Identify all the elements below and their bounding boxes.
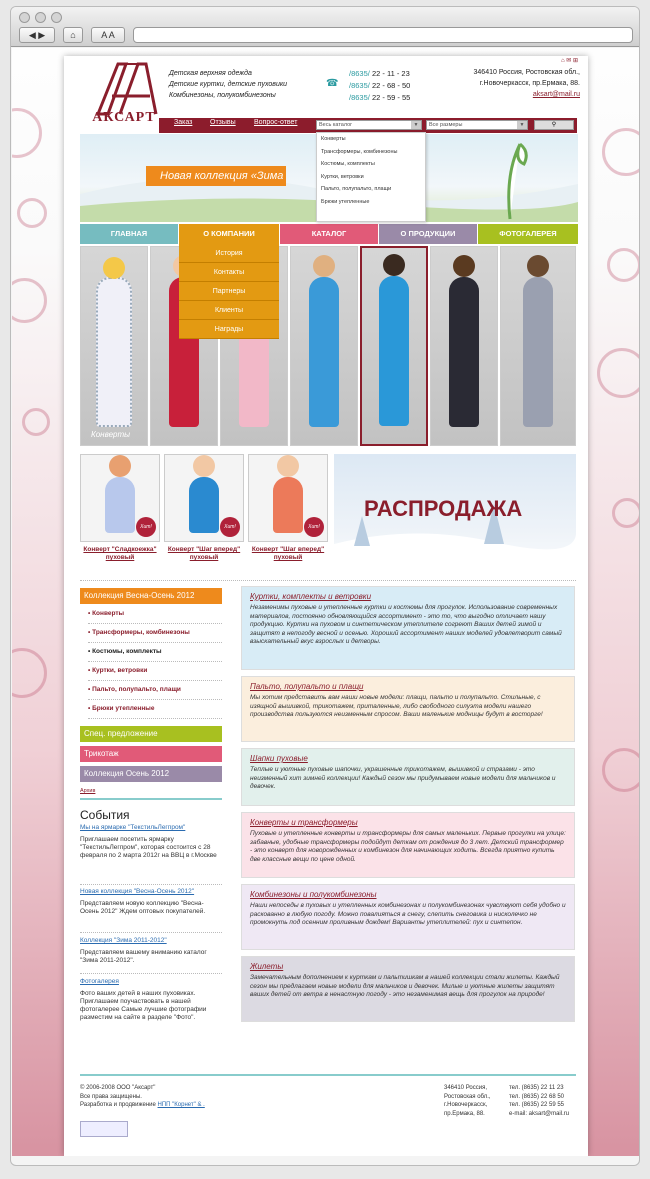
product-thumb[interactable] xyxy=(248,454,328,542)
logo-icon[interactable] xyxy=(90,60,160,116)
category-card xyxy=(241,812,575,878)
divider xyxy=(80,580,576,581)
footer-address: 346410 Россия, Ростовская обл., г.Новочеркасск, пр.Ермака, 88. xyxy=(444,1085,491,1117)
event-text: Представляем новую коллекцию "Весна-Осень 2012" Ждем оптовых покупателей. xyxy=(80,900,206,915)
email-link[interactable]: aksart@mail.ru xyxy=(532,91,580,98)
event-text: Фото ваших детей в наших пуховиках. Приглашаем поучаствовать в нашей фотогалерее Самые лучшие фотографии разместим на сайте в разделе "Фото". xyxy=(80,990,207,1021)
event-text: Приглашаем посетить ярмарку "ТекстильЛегпром", которая состоится с 28 февраля по 2 марта 2012г на ВВЦ в г.Москве xyxy=(80,836,217,859)
footer-left xyxy=(80,1084,250,1110)
search-button[interactable] xyxy=(534,120,574,130)
utility-icons[interactable]: ⌂ ✉ ⊞ xyxy=(560,58,578,64)
tagline: Комбинезоны, полукомбинезоны xyxy=(169,92,276,99)
dropdown-option[interactable]: Трансформеры, комбинезоны xyxy=(321,148,398,155)
address-line: г.Новочеркасск, пр.Ермака, 88. xyxy=(479,80,580,87)
close-window-button[interactable] xyxy=(19,12,30,23)
divider xyxy=(80,884,222,885)
card-text: Замечательным дополнением к курткам и пальтишкам в нашей коллекции стали жилеты. Каждый сезон мы предлагаем новые модели для мальчиков и девочек. Милые и уютные жилеты защитят ваших детей от ветра в ненастную погоду - это незаменимая вещь для прогулок на природе! xyxy=(250,974,560,998)
divider xyxy=(80,798,222,800)
submenu-awards[interactable]: Награды xyxy=(179,320,279,339)
event-link[interactable]: Коллекция "Зима 2011-2012" xyxy=(80,937,167,944)
home-icon[interactable]: ⌂ xyxy=(63,27,83,43)
category-card xyxy=(241,676,575,742)
back-forward-buttons[interactable]: ◀ ▶ xyxy=(19,27,55,43)
archive-link[interactable]: Архив xyxy=(80,788,96,794)
search-icon: ⚲ xyxy=(551,122,557,128)
event-link[interactable]: Новая коллекция "Весна-Осень 2012" xyxy=(80,888,195,895)
category-card xyxy=(241,586,575,670)
logo-text[interactable]: АКСАРТ xyxy=(92,110,156,125)
product-link[interactable]: Конверт "Шаг вперед" пуховый xyxy=(251,546,325,561)
dropdown-option[interactable]: Костюмы, комплекты xyxy=(321,161,375,167)
event-link[interactable]: Фотогалерея xyxy=(80,978,119,985)
card-text: Наши непоседы в пуховых и утепленных комбинезонах и полукомбинезонах чувствуют себя удобно и раскованно в любую погоду. Можно повалияться в снегу, слепить снеговика и нисколечко не промокнуть под осенним проливным дождем! Варианты утеплителей: пух и синтепон. xyxy=(250,902,566,926)
autumn-collection-box[interactable]: Коллекция Осень 2012 xyxy=(80,766,222,782)
category-card xyxy=(241,956,575,1022)
browser-window xyxy=(10,6,640,1166)
sidebar-item[interactable]: • Костюмы, комплекты xyxy=(88,644,222,662)
size-select[interactable]: Все размеры ▼ xyxy=(426,120,528,130)
address-line: 346410 Россия, Ростовская обл., xyxy=(473,69,580,76)
card-text: Пуховые и утепленные конверты и трансформеры для самых маленьких. Первые прогулки на улице: забавные, удобные трансформеры подойдут деткам от рождения до 3 лет. Детский трансформер - это конверт для новорожденных и комбинезон для начинающих ходить. Всегда приятно купить две классные вещи по цене одной. xyxy=(250,830,566,863)
order-link[interactable]: Заказ xyxy=(174,119,193,126)
catalog-select[interactable]: Весь каталог ▼ xyxy=(316,120,422,130)
gallery-photo[interactable] xyxy=(500,246,576,446)
card-title[interactable]: Конверты и трансформеры xyxy=(250,818,358,827)
event-link[interactable]: Мы на ярмарке "ТекстильЛегпром" xyxy=(80,824,186,831)
nav-gallery[interactable]: ФОТОГАЛЕРЕЯ xyxy=(478,224,578,244)
submenu-partners[interactable]: Партнеры xyxy=(179,282,279,301)
minimize-window-button[interactable] xyxy=(35,12,46,23)
rights: Все права защищены. xyxy=(80,1093,142,1100)
gallery-photo[interactable] xyxy=(80,246,148,446)
submenu-clients[interactable]: Клиенты xyxy=(179,301,279,320)
nav-catalog[interactable]: КАТАЛОГ xyxy=(280,224,378,244)
footer-divider xyxy=(80,1074,576,1076)
card-text: Незаменимы пуховые и утепленные куртки и костюмы для прогулок. Использование современных материалов, постоянно обновляющийся ассортимент - это то, что выгодно отличает нашу продукцию. Куртки на пуховом и синтетическом утеплителе согреют Ваших детей зимой и защитят в непогоду весной и осенью. Хороший ассортимент наших моделей удовлетворит самый взыскательный вкус взрослых и детворы. xyxy=(250,604,562,645)
zoom-window-button[interactable] xyxy=(51,12,62,23)
phone-line: /8635/ 22 - 68 - 50 xyxy=(349,81,411,90)
card-title[interactable]: Куртки, комплекты и ветровки xyxy=(250,592,372,601)
sidebar-item[interactable]: • Конверты xyxy=(88,606,222,624)
submenu-contacts[interactable]: Контакты xyxy=(179,263,279,282)
gallery-photo[interactable] xyxy=(290,246,358,446)
dropdown-option[interactable]: Куртки, ветровки xyxy=(321,173,364,180)
hit-badge: Хит! xyxy=(136,517,156,537)
chevron-down-icon: ▼ xyxy=(411,121,421,129)
category-card xyxy=(241,884,575,950)
main-nav xyxy=(80,224,578,244)
card-text: Мы хотим представить вам наши новые модели: плащи, пальто и полупальто. Стильные, с изящной вышивкой, трикотажем, приталенные, либо свободного силуэта модели нашего производства пользуются неизменным спросом. Ваши маленькие модницы будут в восторге! xyxy=(250,694,543,718)
reviews-link[interactable]: Отзывы xyxy=(210,119,236,126)
copyright: © 2006-2008 ООО "Аксарт" xyxy=(80,1085,156,1091)
chevron-down-icon: ▼ xyxy=(517,121,527,129)
sidebar-item[interactable]: • Трансформеры, комбинезоны xyxy=(88,625,222,643)
site-page xyxy=(64,56,588,1156)
product-thumb[interactable] xyxy=(80,454,160,542)
catalog-dropdown xyxy=(316,132,426,222)
tagline: Детская верхняя одежда xyxy=(169,70,252,77)
sidebar-item[interactable]: • Пальто, полупальто, плащи xyxy=(88,682,222,700)
event-text: Представляем вашему вниманию каталог "Зима 2011-2012". xyxy=(80,949,207,964)
text-size-buttons[interactable]: A A xyxy=(91,27,125,43)
sidebar-item[interactable]: • Куртки, ветровки xyxy=(88,663,222,681)
collection-header[interactable]: Коллекция Весна-Осень 2012 xyxy=(80,588,222,604)
card-title[interactable]: Шапки пуховые xyxy=(250,754,308,763)
dropdown-option[interactable]: Конверты xyxy=(321,136,346,142)
dev-prefix: Разработка и продвижение xyxy=(80,1102,156,1108)
card-title[interactable]: Пальто, полупальто и плащи xyxy=(250,682,364,691)
nav-home[interactable]: ГЛАВНАЯ xyxy=(80,224,178,244)
footer-contacts: тел. (8635) 22 11 23 тел. (8635) 22 68 50 тел. (8635) 22 59 55 e-mail: aksart@mail.ru xyxy=(509,1085,570,1117)
sale-title[interactable]: РАСПРОДАЖА xyxy=(364,496,523,521)
nav-company[interactable]: О КОМПАНИИ xyxy=(179,224,279,244)
product-link[interactable]: Конверт "Сладкоежка" пуховый xyxy=(83,546,157,561)
divider xyxy=(80,932,222,933)
gallery-photo[interactable] xyxy=(430,246,498,446)
category-card xyxy=(241,748,575,806)
knitwear-box[interactable]: Трикотаж xyxy=(80,746,222,762)
address-bar[interactable] xyxy=(133,27,633,43)
nav-products[interactable]: О ПРОДУКЦИИ xyxy=(379,224,477,244)
divider xyxy=(80,973,222,974)
company-submenu xyxy=(179,244,279,339)
new-collection-banner[interactable]: Новая коллекция «Зима xyxy=(146,166,286,186)
developer-link[interactable]: НПП "Корнет" & . xyxy=(157,1102,205,1108)
page-viewport xyxy=(12,48,640,1156)
gallery-photo-selected[interactable] xyxy=(360,246,428,446)
dropdown-option[interactable]: Брюки утепленные xyxy=(321,198,370,205)
tagline: Детские куртки, детские пуховики xyxy=(169,81,288,88)
phone-icon: ☎ xyxy=(326,78,339,89)
sidebar-item[interactable]: • Брюки утепленные xyxy=(88,701,222,719)
product-thumb[interactable] xyxy=(164,454,244,542)
hit-badge: Хит! xyxy=(304,517,324,537)
card-title[interactable]: Жилеты xyxy=(250,962,284,971)
special-offer-box[interactable]: Спец. предложение xyxy=(80,726,222,742)
product-link[interactable]: Конверт "Шаг вперед" пуховый xyxy=(167,546,241,561)
phone-line: /8635/ 22 - 11 - 23 xyxy=(349,69,410,78)
faq-link[interactable]: Вопрос-ответ xyxy=(254,119,298,126)
phone-line: /8635/ 22 - 59 - 55 xyxy=(349,93,411,102)
submenu-history[interactable]: История xyxy=(179,244,279,263)
events-title: События xyxy=(80,808,130,822)
counter-badge[interactable] xyxy=(80,1121,128,1137)
hit-badge: Хит! xyxy=(220,517,240,537)
browser-titlebar xyxy=(11,7,640,47)
card-text: Теплые и уютные пуховые шапочки, украшенные трикотажем, вышивкой и стразами - это неизменный хит зимней коллекции! Каждый сезон мы придумываем новые модели для мальчиков и девочек. xyxy=(250,766,556,790)
dropdown-option[interactable]: Пальто, полупальто, плащи xyxy=(321,186,392,192)
card-title[interactable]: Комбинезоны и полукомбинезоны xyxy=(250,890,377,899)
gallery-caption: Конверты xyxy=(91,430,131,439)
